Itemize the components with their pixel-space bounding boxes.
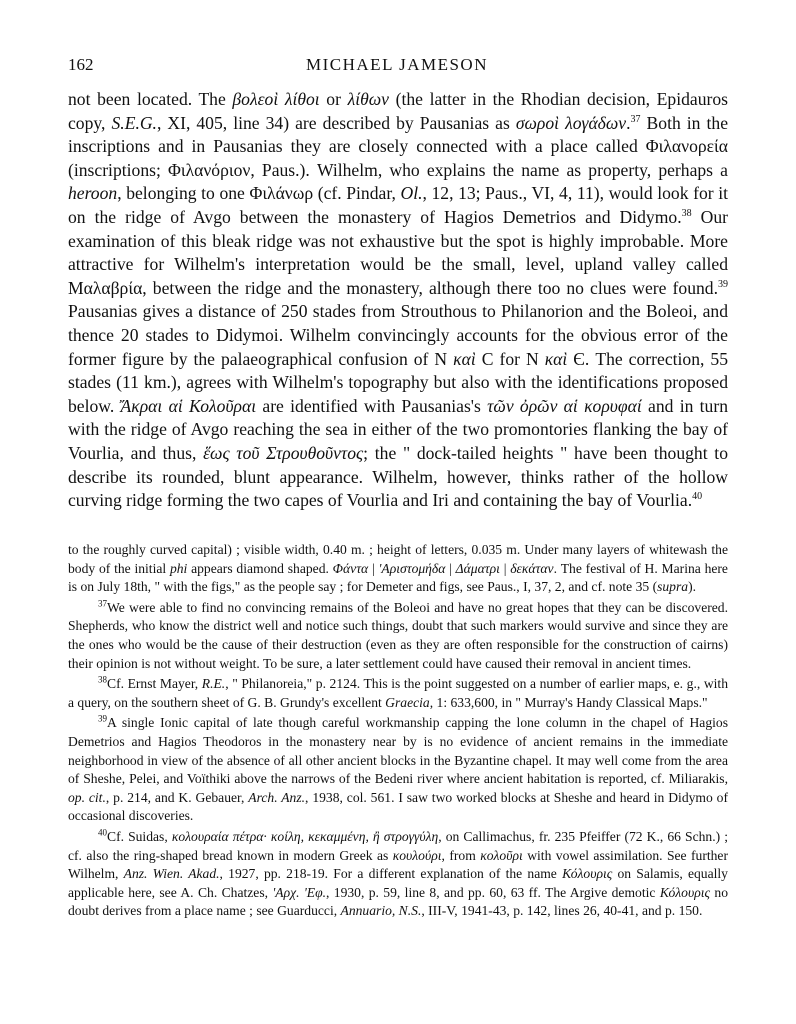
italic-run: S.E.G. [111, 112, 157, 133]
text-run: , 1938, col. 561. I saw two worked blocks at Sheshe and heard in Didymo of occasional discoveries. [68, 789, 728, 824]
text-run: . The festival of H. Marina here is on July 18th, " with the figs," as the people say ; for Demeter and figs, see Paus., I, 37, 2, and cf. note 35 ( [68, 560, 728, 595]
italic-run: Anz. Wien. Akad. [123, 866, 220, 882]
italic-run: κολουραία πέτρα· κοίλη, κεκαμμένη, ἢ στρογγύλη [171, 828, 439, 844]
text-run: ). [688, 579, 697, 595]
text-run: ; the " dock-tailed heights " have been thought to describe its rounded, blunt appearance. Wilhelm, however, thinks rather of the hollow curving ridge forming the two capes of Vourlia and Iri and containing the bay of Vourlia. [68, 442, 728, 511]
text-run: to the roughly curved capital) ; visible width, 0.40 m. ; height of letters, 0.035 m. Under many layers of whitewash the body of the initial [68, 542, 728, 576]
footnote-reference: 40 [692, 491, 703, 503]
text-run: We were able to find no convincing remains of the Boleoi and have no great hopes that they can be discovered. Shepherds, who know the district well and notice such things, doubt that such markers would survive and since they are the ones who would be the cause of their destruction (even as they are often responsible for the construction of cairns) their opinion is not without weight. To be sure, a later settlement could have caused their removal in ancient times. [68, 599, 728, 671]
italic-run: op. cit. [68, 789, 106, 805]
footnote-number: 37 [98, 598, 107, 609]
italic-run: καὶ [544, 348, 568, 369]
footnote-continuation [68, 541, 728, 597]
footnotes-section [68, 541, 728, 921]
text-run: appears diamond shaped. [187, 560, 333, 576]
text-run: , 1927, pp. 218-19. For a different explanation of the name [219, 866, 563, 882]
italic-run: κολοῦρι [480, 847, 523, 863]
text-run: or [319, 89, 348, 109]
italic-run: Φάντα [332, 560, 369, 576]
footnote-text [68, 600, 728, 671]
italic-run: κουλούρι [392, 847, 442, 863]
text-run: . [626, 112, 631, 133]
text-run: | [445, 560, 456, 576]
running-head: MICHAEL JAMESON [306, 55, 488, 74]
text-run: , from [441, 847, 481, 863]
italic-run: phi [169, 560, 188, 576]
italic-run: σωροὶ λογάδων [515, 112, 627, 133]
italic-run: λίθων [347, 89, 389, 109]
italic-run: Δάματρι [455, 560, 500, 576]
footnote-text [68, 676, 728, 710]
italic-run: καὶ [453, 348, 476, 369]
page-header [68, 55, 726, 77]
italic-run: Annuario, N.S. [340, 903, 422, 919]
text-run: | [499, 560, 511, 576]
italic-run: Κόλουρις [659, 884, 711, 900]
footnote-text [68, 829, 728, 918]
italic-run: τῶν ὀρῶν αἱ κορυφαί [487, 395, 642, 416]
text-run: , p. 214, and K. Gebauer, [105, 789, 249, 805]
footnote-text [68, 715, 728, 823]
text-run: Cf. Ernst Mayer, [107, 676, 202, 692]
italic-run: R.E. [201, 676, 226, 692]
text-run: Є. The correction, 55 stades (11 km.), agrees with Wilhelm's topography but also with the identifications proposed below. [68, 348, 728, 416]
text-run: Our examination of this bleak ridge was not exhaustive but the spot is highly improbable. More attractive for Wilhelm's interpretation would be the small, level, upland valley called Μαλαβρία, between the ridge and the monastery, although there too no clues were found. [68, 206, 728, 298]
footnote-number: 40 [98, 827, 107, 838]
text-run: Cf. Suidas, [107, 828, 172, 844]
footnote-39 [68, 714, 728, 826]
italic-run: Ἄκραι αἱ Κολοῦραι [120, 395, 257, 416]
text-run: Both in the inscriptions and in Pausanias they are closely connected with a place called Φιλανορεία (inscriptions; Φιλανόριον, Paus.). Wilhelm, who explains the name as property, perhaps a [68, 112, 729, 180]
footnote-reference: 38 [681, 208, 692, 220]
italic-run: δεκάταν [510, 560, 554, 576]
text-run: , III-V, 1941-43, p. 142, lines 26, 40-41, and p. 150. [421, 903, 703, 919]
italic-run: 'Αρχ. 'Εφ. [272, 884, 327, 900]
footnote-reference: 37 [630, 113, 641, 125]
page-number: 162 [68, 55, 94, 74]
footnote-number: 38 [98, 674, 107, 685]
text-run: on Salamis, equally applicable here, see A. Ch. Chatzes, [68, 866, 728, 900]
footnote-37 [68, 599, 728, 673]
body-paragraph [68, 88, 728, 513]
text-run: are identified with Pausanias's [256, 395, 488, 416]
italic-run: Graecia [385, 694, 430, 710]
italic-run: supra [657, 579, 689, 595]
italic-run: ἕως τοῦ Στρουθοῦντος [203, 442, 364, 463]
text-run: and in turn with the ridge of Avgo reaching the sea in either of the two promontories flanking the bay of Vourlia, and thus, [68, 395, 729, 463]
footnote-number: 39 [98, 713, 107, 724]
text-run: , XI, 405, line 34) are described by Pausanias as [156, 112, 516, 133]
main-body-text [68, 88, 728, 513]
text-run: , on Callimachus, fr. 235 Pfeiffer (72 K., 66 Schn.) ; cf. also the ring-shaped bread known in modern Greek as [68, 828, 729, 863]
text-run: not been located. The [68, 89, 233, 109]
italic-run: Κόλουρις [562, 866, 613, 882]
text-run: , 1930, p. 59, line 8, and pp. 60, 63 ff. The Argive demotic [326, 884, 660, 900]
text-run: (the latter in the Rhodian decision, Epidauros copy, [68, 89, 729, 133]
text-run: no doubt derives from a place name ; see Guarducci, [68, 884, 728, 919]
text-run: , belonging to one Φιλάνωρ (cf. Pindar, [117, 183, 401, 204]
text-run: , 12, 13; Paus., VI, 4, 11), would look for it on the ridge of Avgo between the monastery of Hagios Demetrios and Didymo. [68, 183, 728, 227]
text-run: , 1: 633,600, in " Murray's Handy Classical Maps." [429, 694, 708, 710]
footnote-40 [68, 828, 728, 921]
text-run: Pausanias gives a distance of 250 stades from Strouthous to Philanorion and the Boleoi, and thence 20 stades to Didymoi. Wilhelm convincingly accounts for the obvious error of the former figure by the palaeographical confusion of Ν [68, 301, 728, 369]
italic-run: βολεοὶ λίθοι [232, 89, 320, 109]
italic-run: heroon [68, 183, 118, 204]
text-run: , " Philanoreia," p. 2124. This is the point suggested on a number of earlier maps, e. g., with a query, on the southern sheet of G. B. Grundy's excellent [68, 676, 728, 710]
italic-run: 'Αριστομήδα [378, 560, 446, 576]
text-run: | [368, 560, 379, 576]
text-run: A single Ionic capital of late though careful workmanship capping the lone column in the chapel of Hagios Demetrios and Hagios Theodoros in the monastery near by is no evidence of ancient remains in the immediate neighborhood in view of the absence of all other ancient blocks in the Byzantine chapel. It may well come from the area of Sheshe, Pelei, and Voïthiki above the narrows of the Bedeni river where ancient habitation is reported, cf. Miliarakis, [68, 715, 728, 787]
italic-run: Arch. Anz. [248, 789, 306, 805]
footnote-reference: 39 [718, 278, 728, 290]
text-run: C for Ν [475, 348, 545, 369]
italic-run: Ol. [400, 183, 423, 204]
footnote-38 [68, 675, 728, 712]
text-run: with vowel assimilation. See further Wilhelm, [68, 847, 728, 882]
